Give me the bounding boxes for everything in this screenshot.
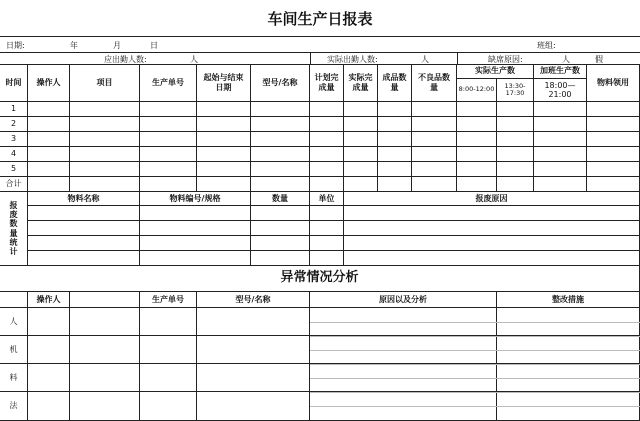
scrap-cell	[28, 206, 140, 221]
scrap-cell	[310, 206, 344, 221]
table-cell	[344, 132, 378, 147]
table-cell	[534, 177, 587, 192]
actual-attendance-label: 实际出勤人数:	[327, 55, 378, 64]
analysis-line	[310, 322, 640, 323]
scrap-cell	[140, 221, 251, 236]
header-material-collect: 物料领用	[587, 64, 640, 102]
abnormal-header-model-name: 型号/名称	[197, 292, 310, 308]
table-cell	[497, 102, 534, 117]
table-cell	[140, 117, 197, 132]
time-slot-1: 8:00-12:00	[457, 79, 497, 102]
header-finished-qty: 成品数量	[378, 64, 412, 102]
analysis-line	[310, 336, 640, 337]
category-1: 人	[0, 308, 28, 336]
abnormal-cell	[197, 308, 310, 336]
analysis-line	[310, 364, 640, 365]
abnormal-cell	[140, 308, 197, 336]
scrap-cell	[28, 221, 140, 236]
abnormal-header-blank	[0, 292, 28, 308]
table-cell	[587, 102, 640, 117]
table-cell	[344, 117, 378, 132]
header-start-end-date: 起始与结束日期	[197, 64, 251, 102]
header-time: 时间	[0, 64, 28, 102]
table-cell	[457, 117, 497, 132]
table-cell	[197, 162, 251, 177]
table-cell	[534, 162, 587, 177]
table-cell	[457, 177, 497, 192]
table-cell	[497, 177, 534, 192]
table-cell	[587, 147, 640, 162]
abnormal-header-order-no: 生产单号	[140, 292, 197, 308]
table-cell	[310, 117, 344, 132]
table-cell	[457, 132, 497, 147]
scrap-cell	[344, 221, 640, 236]
abnormal-cell	[28, 308, 70, 336]
scrap-header-material-name: 物料名称	[28, 192, 140, 206]
abnormal-header-cause-analysis: 原因以及分析	[310, 292, 497, 308]
date-label: 日期:	[6, 41, 25, 50]
table-cell	[587, 117, 640, 132]
table-cell	[70, 102, 140, 117]
table-cell	[344, 147, 378, 162]
category-2: 机	[0, 336, 28, 364]
header-order-no: 生产单号	[140, 64, 197, 102]
abnormal-header-operator: 操作人	[28, 292, 70, 308]
table-cell	[140, 162, 197, 177]
analysis-line	[310, 406, 640, 407]
actual-attendance-unit: 人	[421, 55, 429, 64]
table-cell	[251, 162, 310, 177]
table-cell	[534, 102, 587, 117]
table-cell	[378, 102, 412, 117]
abnormal-cell	[197, 336, 310, 364]
absence-unit: 人	[562, 55, 570, 64]
table-cell	[310, 147, 344, 162]
table-cell	[251, 102, 310, 117]
table-cell	[70, 162, 140, 177]
table-cell	[251, 132, 310, 147]
attendance-divider-1	[310, 52, 311, 64]
scrap-cell	[310, 251, 344, 266]
table-cell	[28, 177, 70, 192]
scrap-cell	[251, 251, 310, 266]
scrap-cell	[344, 236, 640, 251]
time-slot-2: 13:30-17:30	[497, 79, 534, 102]
table-cell	[70, 132, 140, 147]
table-cell	[497, 147, 534, 162]
table-cell	[28, 102, 70, 117]
scrap-cell	[310, 236, 344, 251]
table-cell	[378, 132, 412, 147]
table-cell	[412, 177, 457, 192]
title-divider	[0, 36, 640, 37]
analysis-line	[310, 378, 640, 379]
abnormal-section-title: 异常情况分析	[0, 266, 640, 292]
table-cell	[344, 177, 378, 192]
row-number: 3	[0, 132, 28, 147]
table-cell	[28, 117, 70, 132]
table-cell	[197, 117, 251, 132]
leave-label: 假	[595, 55, 603, 64]
scrap-header-unit: 单位	[310, 192, 344, 206]
header-actual-done-qty: 实际完成量	[344, 64, 378, 102]
shift-label: 班组:	[537, 41, 556, 50]
table-cell	[344, 162, 378, 177]
abnormal-cell	[197, 392, 310, 421]
header-planned-qty: 计划完成量	[310, 64, 344, 102]
table-cell	[251, 147, 310, 162]
abnormal-cell	[140, 364, 197, 392]
table-cell	[457, 162, 497, 177]
scrap-header-reason: 报废原因	[344, 192, 640, 206]
table-cell	[251, 177, 310, 192]
table-cell	[140, 147, 197, 162]
category-4: 法	[0, 392, 28, 421]
scrap-cell	[28, 236, 140, 251]
table-cell	[140, 132, 197, 147]
info-row-divider	[0, 52, 640, 53]
table-cell	[497, 117, 534, 132]
table-cell	[412, 117, 457, 132]
abnormal-cell	[140, 336, 197, 364]
header-defect-qty: 不良品数量	[412, 64, 457, 102]
scrap-cell	[140, 251, 251, 266]
table-cell	[412, 102, 457, 117]
header-operator: 操作人	[28, 64, 70, 102]
table-cell	[310, 132, 344, 147]
table-cell	[197, 132, 251, 147]
abnormal-cell	[70, 308, 140, 336]
table-cell	[378, 177, 412, 192]
table-cell	[378, 147, 412, 162]
analysis-line	[310, 350, 640, 351]
scrap-side-label: 报废数量统计	[0, 192, 28, 266]
scrap-header-material-code: 物料编号/规格	[140, 192, 251, 206]
table-cell	[587, 162, 640, 177]
abnormal-cell	[28, 392, 70, 421]
table-cell	[412, 147, 457, 162]
table-cell	[310, 177, 344, 192]
scrap-cell	[344, 206, 640, 221]
table-cell	[534, 132, 587, 147]
row-number: 4	[0, 147, 28, 162]
scrap-cell	[251, 221, 310, 236]
table-cell	[310, 102, 344, 117]
table-cell	[412, 132, 457, 147]
table-cell	[457, 102, 497, 117]
table-cell	[28, 132, 70, 147]
table-cell	[412, 162, 457, 177]
header-model-name: 型号/名称	[251, 64, 310, 102]
table-cell	[497, 162, 534, 177]
row-number: 1	[0, 102, 28, 117]
table-cell	[140, 177, 197, 192]
table-cell	[378, 162, 412, 177]
row-number: 2	[0, 117, 28, 132]
scrap-header-quantity: 数量	[251, 192, 310, 206]
table-cell	[457, 147, 497, 162]
date-month: 月	[113, 41, 121, 50]
date-year: 年	[70, 41, 78, 50]
abnormal-header-blank-2	[70, 292, 140, 308]
header-overtime-production: 加班生产数	[534, 64, 587, 79]
expected-attendance-unit: 人	[190, 55, 198, 64]
table-cell	[534, 117, 587, 132]
abnormal-header-corrective-action: 整改措施	[497, 292, 640, 308]
table-cell	[28, 162, 70, 177]
table-cell	[70, 177, 140, 192]
analysis-line	[310, 392, 640, 393]
row-number: 5	[0, 162, 28, 177]
table-cell	[197, 177, 251, 192]
table-cell	[310, 162, 344, 177]
report-title: 车间生产日报表	[267, 9, 373, 28]
table-cell	[587, 132, 640, 147]
scrap-cell	[140, 236, 251, 251]
abnormal-cell	[70, 336, 140, 364]
expected-attendance-label: 应出勤人数:	[104, 55, 147, 64]
table-cell	[197, 102, 251, 117]
scrap-cell	[251, 206, 310, 221]
table-cell	[344, 102, 378, 117]
scrap-cell	[140, 206, 251, 221]
header-item: 项目	[70, 64, 140, 102]
table-cell	[140, 102, 197, 117]
table-cell	[251, 117, 310, 132]
date-day: 日	[150, 41, 158, 50]
table-cell	[70, 147, 140, 162]
abnormal-cell	[197, 364, 310, 392]
category-3: 料	[0, 364, 28, 392]
scrap-cell	[344, 251, 640, 266]
table-cell	[587, 177, 640, 192]
table-cell	[378, 117, 412, 132]
header-actual-production: 实际生产数	[457, 64, 534, 79]
table-cell	[28, 147, 70, 162]
scrap-cell	[251, 236, 310, 251]
scrap-cell	[310, 221, 344, 236]
time-slot-3: 18:00—21:00	[534, 79, 587, 102]
table-cell	[534, 147, 587, 162]
scrap-cell	[28, 251, 140, 266]
abnormal-cell	[28, 364, 70, 392]
table-cell	[70, 117, 140, 132]
abnormal-cell	[70, 364, 140, 392]
abnormal-cell	[140, 392, 197, 421]
table-cell	[497, 132, 534, 147]
abnormal-cell	[70, 392, 140, 421]
total-label: 合计	[0, 177, 28, 192]
absence-reason-label: 缺席原因:	[488, 55, 523, 64]
attendance-divider-2	[457, 52, 458, 64]
table-cell	[197, 147, 251, 162]
abnormal-cell	[28, 336, 70, 364]
